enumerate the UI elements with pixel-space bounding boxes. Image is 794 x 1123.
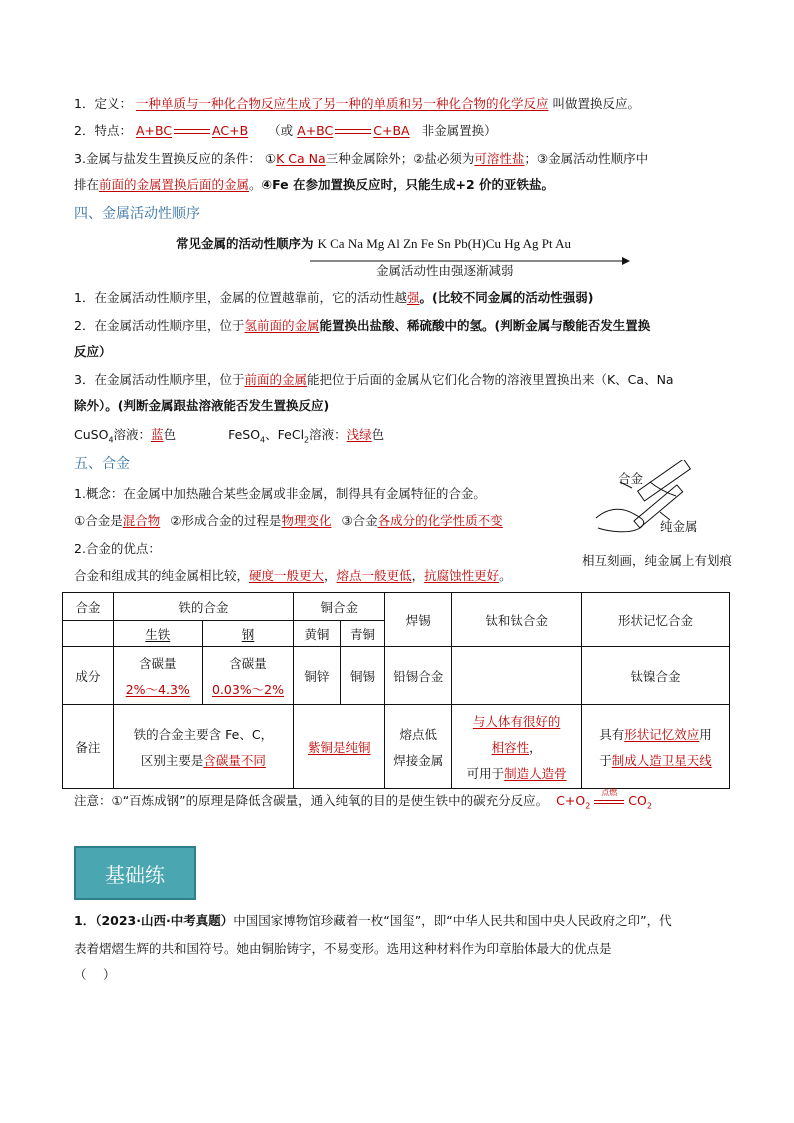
th-alloy: 合金 [63,593,114,621]
feature-line [74,122,497,140]
th-solder: 焊锡 [385,593,452,647]
q1-text1: 中国国家博物馆珍藏着一枚“国玺”，即“中华人民共和国中央人民政府之印”，代 [233,913,672,928]
cell-memory: 钛镍合金 [581,647,729,705]
row-remark-label: 备注 [63,705,114,789]
rule3-text2: 能把位于后面的金属从它们化合物的溶液里置换出来（K、Ca、Na [306,372,674,387]
eq1-left: A+BC [135,123,173,138]
adv-comma2: ， [411,568,425,583]
th-pig-iron [113,621,202,647]
feso4-sub: 4 [260,435,266,445]
arrow-caption: 金属活动性由强逐渐减弱 [376,263,514,278]
alloy-adv-title: 2.合金的优点： [74,541,161,556]
fact2: ②形成合金的过程是 [170,513,282,528]
solution-colors [74,426,384,450]
steel-label: 钢 [241,626,255,642]
ti-remark-3: 可用于 [466,765,505,781]
pig-iron-label: 生铁 [145,626,171,642]
eq-right: CO [628,793,647,808]
th-memory-alloy: 形状记忆合金 [581,593,729,647]
fecl2-sub: 2 [304,435,310,445]
cell-solder: 铅锡合金 [385,647,452,705]
question-1-line1 [74,912,672,930]
question-1-blank: （ ） [74,967,116,982]
cuso4-color: 蓝 [151,427,164,442]
cell-titanium-remark [452,705,582,789]
adv-period: 。 [499,568,512,583]
mem-remark-1: 具有 [599,726,625,742]
solder-remark-2: 焊接金属 [393,752,444,768]
cond-fe-note: ④Fe 在参加置换反应时，只能生成+2 价的亚铁盐。 [261,177,555,192]
rule1-note: 。(比较不同金属的活动性强弱) [419,290,594,305]
cond-kcana: K Ca Na [276,151,326,166]
steel-carbon-label: 含碳量 [229,655,267,671]
th-empty [63,621,114,647]
cond-text: 3.金属与盐发生置换反应的条件： [74,151,261,166]
section4-heading: 四、金属活动性顺序 [74,206,200,222]
pig-carbon-label: 含碳量 [139,655,177,671]
cond-period: 。 [249,177,262,192]
cuso4-label: 溶液： [113,427,152,442]
th-iron-alloy: 铁的合金 [113,593,293,621]
fe-label: 溶液： [309,427,347,442]
rule2-note: 能置换出盐酸、稀硫酸中的氢。(判断金属与酸能否发生置换 [319,318,651,333]
def-text: 一种单质与一种化合物反应生成了另一种的单质和另一种化合物的化学反应 [135,96,549,111]
feature-or: （或 [268,123,294,138]
ti-remark-ans: 制造人造骨 [504,765,567,781]
rule2-hydrogen: 氢前面的金属 [244,318,320,333]
def-suffix: 叫做置换反应。 [552,96,640,111]
cond-front-metal: 前面的金属置换后面的金属 [99,177,250,192]
def-prefix: 1．定义： [74,96,132,111]
iron-remark-2: 区别主要是 [140,752,204,768]
cond-soluble: 可溶性盐 [474,151,525,166]
equals-sign [335,127,371,137]
fact2-ans: 物理变化 [281,513,332,528]
eq-condition: 点燃 [601,788,618,797]
ti-comma: ， [529,739,542,755]
mem-remark-ans2: 制成人造卫星天线 [611,752,712,768]
cond-text3: ；③金属活动性顺序中 [524,151,649,166]
rule2-text: 2．在金属活动性顺序里，位于 [74,318,245,333]
fact3: ③合金 [341,513,378,528]
rule1-text: 1．在金属活动性顺序里，金属的位置越靠前，它的活动性越 [74,290,407,305]
feature-prefix: 2．特点： [74,123,132,138]
rule-2-cont: 反应） [74,344,112,359]
eq2-left: A+BC [297,123,334,138]
rule-2 [74,317,650,335]
question-1-line2: 表着熠熠生辉的共和国符号。她由铜胎铸字，不易变形。选用这种材料作为印章胎体最大的优点是 [74,941,612,956]
rule-3 [74,371,674,389]
adv-text: 合金和组成其的纯金属相比较， [74,568,250,583]
note-text: 注意：①“百炼成钢”的原理是降低含碳量，通入纯氧的目的是使生铁中的碳充分反应。 [74,793,549,808]
feature-suffix: 非金属置换） [421,123,497,138]
cell-brass: 铜锌 [294,647,341,705]
th-steel [202,621,293,647]
iron-remark-1: 铁的合金主要含 Fe、C， [133,726,274,742]
condition-line-1 [74,150,648,168]
condition-line-2 [74,176,554,194]
rule-1 [74,289,593,307]
cond-text2: 三种金属除外；②盐必须为 [325,151,475,166]
eq2-right: C+BA [373,123,410,138]
cond-num: ① [264,151,277,166]
copper-remark: 紫铜是纯铜 [307,739,371,755]
figure-caption: 相互刻画，纯金属上有划痕 [582,553,733,568]
q1-number: 1． [74,913,96,928]
iron-remark-ans: 含碳量不同 [203,752,266,768]
fact3-ans: 各成分的化学性质不变 [377,513,503,528]
cell-pig-carbon [113,647,202,705]
alloy-facts [74,512,503,530]
th-bronze: 青铜 [340,621,385,647]
steel-carbon-value: 0.03%～2% [211,681,284,697]
alloy-table [62,592,730,789]
cell-iron-remark [113,705,293,789]
fe-color: 浅绿 [346,427,372,442]
rule3-front: 前面的金属 [244,372,307,387]
cell-bronze: 铜锡 [340,647,385,705]
cell-solder-remark [385,705,452,789]
mem-remark-2: 用 [699,726,712,742]
rule1-strong: 强 [406,290,420,305]
row-composition-label: 成分 [63,647,114,705]
cell-copper-remark [294,705,385,789]
label-pure-metal: 纯金属 [660,519,698,534]
cond-text4: 排在 [74,177,100,192]
ti-remark-1: 与人体有很好的 [472,713,561,729]
cuso4-se: 色 [163,427,177,442]
cell-steel-carbon [202,647,293,705]
cell-titanium [452,647,582,705]
section5-heading: 五、合金 [74,456,130,472]
th-brass: 黄铜 [294,621,341,647]
eq1-right: AC+B [212,123,249,138]
cuso4-sub: 4 [108,435,114,445]
alloy-concept: 1.概念：在金属中加热融合某些金属或非金属，制得具有金属特征的合金。 [74,486,486,501]
pig-carbon-value: 2%～4.3% [125,681,190,697]
fe-se: 色 [371,427,385,442]
rule-3-cont: 除外）。(判断金属跟盐溶液能否发生置换反应) [74,398,330,413]
fact1: ①合金是 [74,513,123,528]
eq-sub2: 2 [646,801,652,811]
adv-comma: ， [324,568,337,583]
th-copper-alloy: 铜合金 [294,593,385,621]
fecl2: 、FeCl [265,427,305,442]
th-titanium: 钛和钛合金 [452,593,582,647]
activity-series-line [176,235,571,253]
q1-source: （2023·山西·中考真题） [95,913,234,928]
ti-remark-2: 相容性 [491,739,530,755]
eq-condition-arrow [594,788,624,804]
eq-left: C+O [556,793,586,808]
note-equation [556,788,652,811]
solder-remark-1: 熔点低 [399,726,438,742]
feso4: FeSO [228,427,261,442]
eq-sub1: 2 [585,801,591,811]
definition-line [74,95,640,113]
label-alloy: 合金 [618,471,644,486]
series-text: K Ca Na Mg Al Zn Fe Sn Pb(H)Cu Hg Ag Pt Au [317,236,572,251]
fact1-ans: 混合物 [122,513,161,528]
adv-melt: 熔点一般更低 [336,568,412,583]
adv-corrosion: 抗腐蚀性更好 [424,568,500,583]
adv-hard: 硬度一般更大 [249,568,325,583]
alloy-advantages [74,567,512,585]
series-label: 常见金属的活动性顺序为 [176,236,314,251]
mem-remark-ans1: 形状记忆效应 [624,726,700,742]
cuso4: CuSO [74,427,109,442]
basic-practice-badge: 基础练 [74,846,196,900]
rule3-text: 3．在金属活动性顺序里，位于 [74,372,245,387]
cell-memory-remark [581,705,729,789]
mem-remark-3: 于 [599,752,612,768]
note-line [74,788,652,816]
equals-sign [174,127,210,137]
